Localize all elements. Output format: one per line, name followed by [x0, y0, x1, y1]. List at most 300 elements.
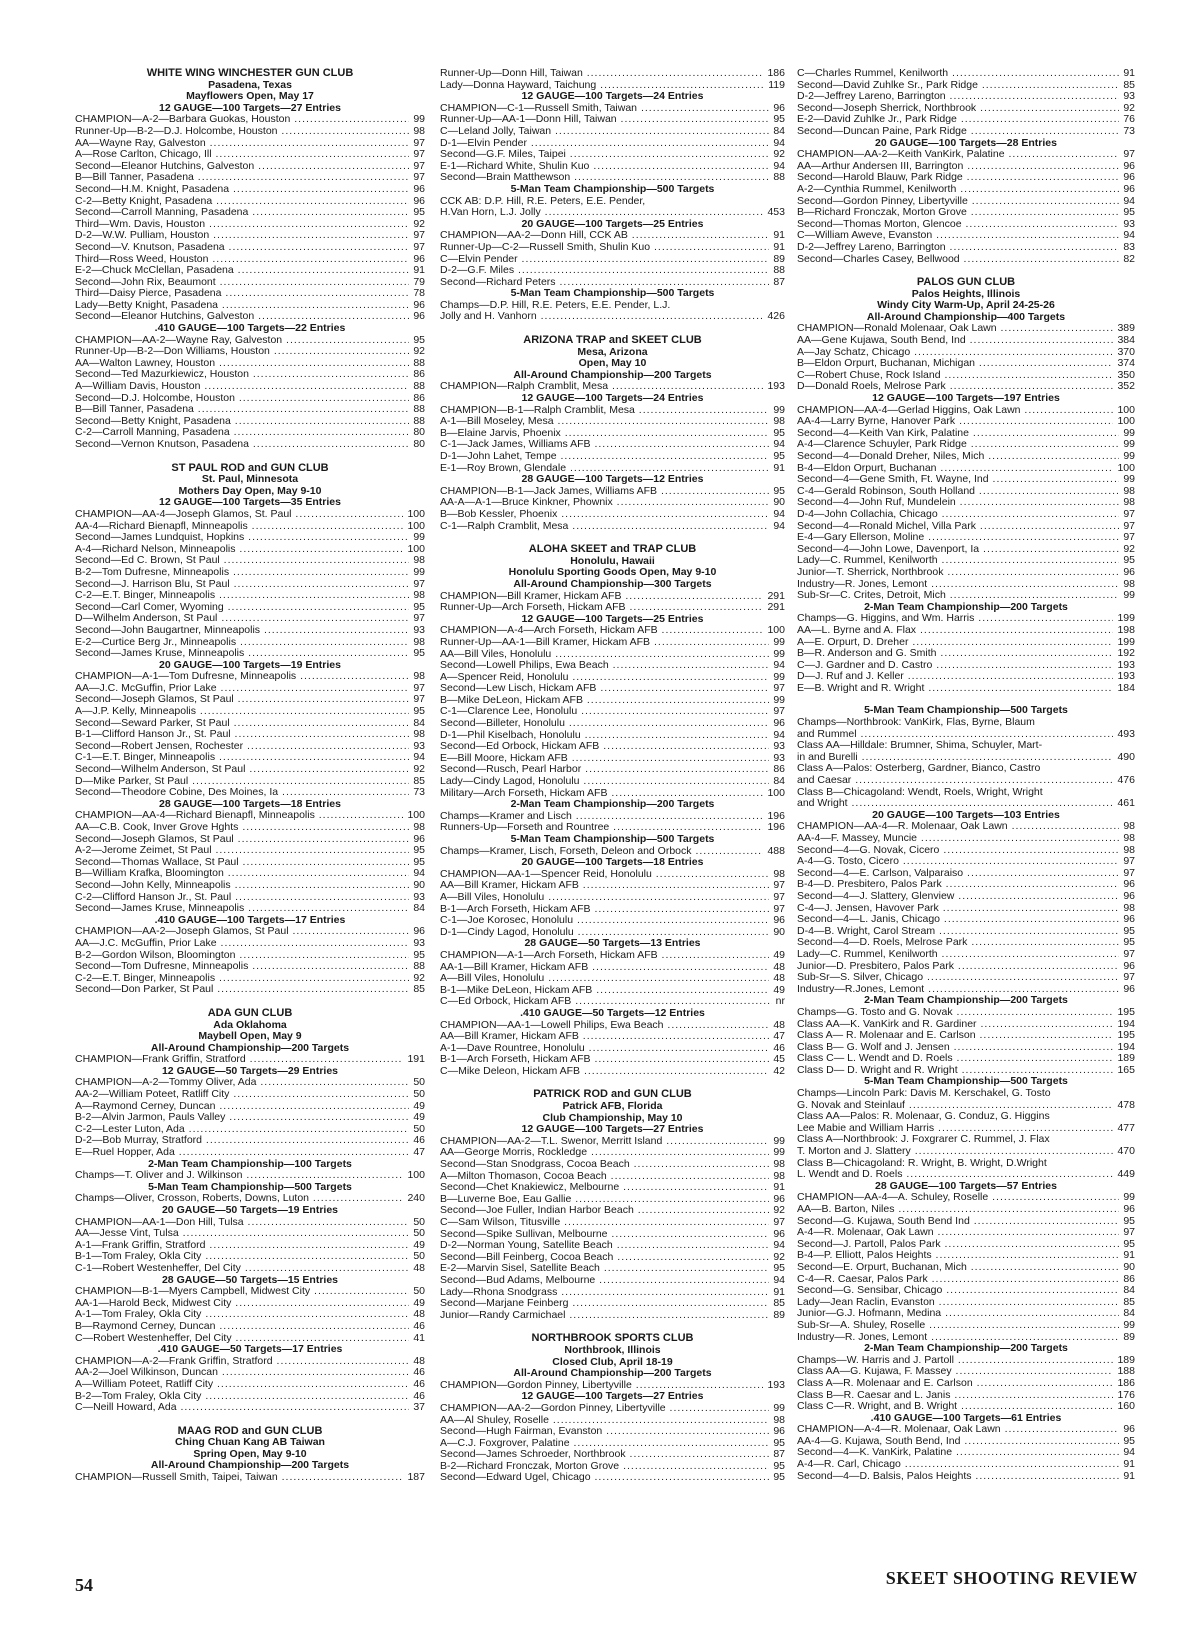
result-row: [75, 1472, 425, 1484]
shooter-name: AA—Arthur Andersen III, Barrington .....: [797, 161, 1119, 173]
club-results-section: [75, 1008, 425, 1414]
event-heading: .410 GAUGE—50 Targets—17 Entries: [157, 1343, 343, 1356]
result-row: [75, 1379, 425, 1391]
result-row: [440, 1229, 785, 1241]
result-row: [440, 672, 785, 684]
shooter-name: Second—John Baugartner, Minneapolis .....: [75, 625, 409, 637]
result-row: [75, 138, 425, 150]
shooter-name: D-2—Norman Young, Satellite Beach .....: [440, 1240, 769, 1252]
score: 88: [413, 403, 425, 416]
score: 99: [773, 693, 785, 706]
score: 90: [773, 925, 785, 938]
shooter-name: E-1—Roy Brown, Glendale .....: [440, 463, 769, 475]
shooter-name: and Rummel .....: [797, 729, 1113, 741]
score: 99: [773, 1134, 785, 1147]
result-row: [440, 265, 785, 277]
shooter-name: Second—Bud Adams, Melbourne .....: [440, 1275, 769, 1287]
score: 86: [413, 368, 425, 381]
score: 98: [413, 124, 425, 137]
shooter-name: CHAMPION—AA-2—Gordon Pinney, Libertyville .....: [440, 1403, 769, 1415]
shooter-name: B-2—Alvin Jarmon, Pauls Valley .....: [75, 1112, 409, 1124]
result-row: [797, 1227, 1135, 1239]
score: 46: [413, 1377, 425, 1390]
result-text-line: Class A—Palos: Osterberg, Gardner, Bianco, Castro: [797, 762, 1041, 775]
shooter-name: Class C—R. Wright, and B. Wright .....: [797, 1401, 1113, 1413]
result-row: [440, 1449, 785, 1461]
shooter-name: Champs—G. Higgins, and Wm. Harris .....: [797, 613, 1113, 625]
shooter-name: Second—V. Knutson, Pasadena .....: [75, 242, 409, 254]
event-heading: 2-Man Team Championship—200 Targets: [864, 994, 1068, 1007]
score: 97: [413, 240, 425, 253]
shooter-name: E—B. Wright and R. Wright .....: [797, 683, 1113, 695]
score: 97: [413, 148, 425, 161]
result-row: [797, 937, 1135, 949]
result-row: [75, 834, 425, 846]
score: 100: [407, 1169, 425, 1182]
shooter-name: Second—Tom Dufresne, Minneapolis .....: [75, 961, 409, 973]
shooter-name: C—Robert Chuse, Rock Island .....: [797, 370, 1113, 382]
score: 94: [773, 1239, 785, 1252]
score: 99: [1123, 450, 1135, 462]
result-row: [75, 1147, 425, 1159]
result-row: [797, 196, 1135, 208]
shooter-name: AA—L. Byrne and A. Flax .....: [797, 625, 1113, 637]
result-row: [75, 892, 425, 904]
event-heading: Pasadena, Texas: [208, 78, 292, 91]
shooter-name: H.Van Horn, L.J. Jolly .....: [440, 207, 763, 219]
club-name: PATRICK ROD and GUN CLUB: [533, 1088, 692, 1101]
shooter-name: Second—4—D. Balsis, Palos Heights .....: [797, 1471, 1119, 1483]
score: 88: [413, 356, 425, 369]
score: 95: [773, 113, 785, 126]
score: 49: [413, 1238, 425, 1251]
shooter-name: Class B—R. Caesar and L. Janis .....: [797, 1390, 1113, 1402]
shooter-name: A—Jay Schatz, Chicago .....: [797, 347, 1113, 359]
result-row: [797, 821, 1135, 833]
result-row: [75, 254, 425, 266]
shooter-name: Second—H.M. Knight, Pasadena .....: [75, 184, 409, 196]
shooter-name: Second—G. Sensibar, Chicago .....: [797, 1285, 1119, 1297]
score: 73: [1123, 124, 1135, 137]
result-row: [797, 637, 1135, 649]
result-row: [797, 868, 1135, 880]
score: 49: [773, 983, 785, 996]
result-row: [797, 439, 1135, 451]
result-row: [797, 230, 1135, 242]
event-heading: 20 GAUGE—100 Targets—18 Entries: [521, 856, 704, 869]
score: 99: [1123, 438, 1135, 451]
result-row: [75, 1402, 425, 1414]
shooter-name: Second—E. Orpurt, Buchanan, Mich .....: [797, 1262, 1119, 1274]
score: 95: [413, 206, 425, 219]
shooter-name: A—Spencer Reid, Honolulu .....: [440, 672, 769, 684]
result-row: [797, 254, 1135, 266]
result-row: [797, 1285, 1135, 1297]
result-row: [797, 961, 1135, 973]
shooter-name: AA—J.C. McGuffin, Prior Lake .....: [75, 938, 409, 950]
shooter-name: CHAMPION—AA-2—Wayne Ray, Galveston .....: [75, 335, 409, 347]
result-row: [75, 880, 425, 892]
shooter-name: CHAMPION—AA-4—Joseph Glamos, St. Paul .....: [75, 509, 403, 521]
shooter-name: Runner-Up—Donn Hill, Taiwan .....: [440, 68, 763, 80]
result-row: [440, 1426, 785, 1438]
result-row: [440, 1403, 785, 1415]
result-row: [75, 718, 425, 730]
shooter-name: A—Milton Thomason, Cocoa Beach .....: [440, 1171, 769, 1183]
result-row: [797, 1401, 1135, 1413]
score: 96: [1123, 913, 1135, 926]
shooter-name: Lee Mabie and William Harris .....: [797, 1123, 1113, 1135]
result-row: [440, 591, 785, 603]
shooter-name: CHAMPION—B-1—Ralph Cramblit, Mesa .....: [440, 405, 769, 417]
result-row: [797, 903, 1135, 915]
result-row: [75, 579, 425, 591]
result-row: [797, 1146, 1135, 1158]
score: 91: [773, 1181, 785, 1194]
result-row: [797, 161, 1135, 173]
score: 95: [413, 855, 425, 868]
result-row: [797, 775, 1135, 787]
score: 94: [773, 159, 785, 172]
score: 100: [407, 809, 425, 822]
shooter-name: Second—Vernon Knutson, Pasadena .....: [75, 439, 409, 451]
result-row: [440, 1438, 785, 1450]
score: 46: [413, 1134, 425, 1147]
shooter-name: C—Ed Orbock, Hickam AFB .....: [440, 996, 772, 1008]
shooter-name: Second—Joseph Sherrick, Northbrook .....: [797, 103, 1119, 115]
results-column-3: [797, 68, 1135, 1494]
shooter-name: B-4—D. Presbitero, Palos Park .....: [797, 879, 1119, 891]
score: 97: [413, 229, 425, 242]
score: 93: [413, 739, 425, 752]
shooter-name: Second—Seward Parker, St Paul .....: [75, 718, 409, 730]
shooter-name: A-1—Tom Fraley, Okla City .....: [75, 1309, 409, 1321]
shooter-name: Lady—C. Rummel, Kenilworth .....: [797, 555, 1119, 567]
shooter-name: D-1—John Lahet, Tempe .....: [440, 451, 769, 463]
shooter-name: CHAMPION—AA-2—Joseph Glamos, St Paul .....: [75, 926, 409, 938]
result-row: [797, 625, 1135, 637]
shooter-name: CHAMPION—A-1—Tom Dufresne, Minneapolis .....: [75, 671, 409, 683]
result-row: [440, 892, 785, 904]
result-row: [797, 149, 1135, 161]
score: 470: [1117, 1145, 1135, 1158]
score: 193: [767, 380, 785, 393]
result-row: [440, 973, 785, 985]
result-row: [797, 613, 1135, 625]
score: 46: [413, 1366, 425, 1379]
result-row: [440, 1472, 785, 1484]
shooter-name: C—Mike Deleon, Hickam AFB .....: [440, 1066, 769, 1078]
shooter-name: Lady—Jean Raclin, Evanston .....: [797, 1297, 1119, 1309]
score: 97: [1123, 947, 1135, 960]
score: 165: [1117, 1063, 1135, 1076]
score: 97: [1123, 855, 1135, 868]
result-row: [797, 68, 1135, 80]
shooter-name: Second—4—Donald Dreher, Niles, Mich .....: [797, 451, 1119, 463]
result-text-line: Class AA—Palos: R. Molenaar, G. Conduz, G. Higgins: [797, 1110, 1050, 1123]
shooter-name: Second—Lew Lisch, Hickam AFB .....: [440, 683, 769, 695]
result-row: [440, 695, 785, 707]
result-row: [797, 1042, 1135, 1054]
shooter-name: D-4—John Collachia, Chicago .....: [797, 509, 1119, 521]
result-row: [797, 1471, 1135, 1483]
score: 93: [1123, 217, 1135, 230]
shooter-name: Second—Lowell Philips, Ewa Beach .....: [440, 660, 769, 672]
result-row: [75, 567, 425, 579]
result-row: [440, 1043, 785, 1055]
result-row: [797, 579, 1135, 591]
result-row: [75, 1240, 425, 1252]
shooter-name: CHAMPION—A-2—Frank Griffin, Stratford .....: [75, 1356, 409, 1368]
score: 97: [1123, 1226, 1135, 1239]
score: 453: [767, 206, 785, 219]
shooter-name: Second—James Kruse, Minneapolis .....: [75, 903, 409, 915]
shooter-name: B—Mike DeLeon, Hickam AFB .....: [440, 695, 769, 707]
event-heading: Honolulu, Hawaii: [570, 554, 655, 567]
event-heading: All-Around Championship—200 Targets: [513, 1367, 712, 1380]
event-heading: Spring Open, May 9-10: [193, 1447, 307, 1460]
score: 99: [773, 403, 785, 416]
event-heading: 20 GAUGE—100 Targets—25 Entries: [521, 217, 704, 230]
shooter-name: Second—Richard Peters .....: [440, 277, 769, 289]
shooter-name: CHAMPION—AA-4—A. Schuley, Roselle .....: [797, 1192, 1119, 1204]
score: 95: [773, 450, 785, 462]
score: 194: [1117, 1017, 1135, 1030]
shooter-name: B-1—Clifford Hanson Jr., St. Paul .....: [75, 729, 409, 741]
score: nr: [775, 995, 785, 1008]
score: 95: [1123, 924, 1135, 937]
score: 97: [773, 879, 785, 892]
result-row: [797, 1366, 1135, 1378]
result-row: [797, 1390, 1135, 1402]
result-row: [75, 427, 425, 439]
shooter-name: Class A—R. Molenaar and E. Carlson .....: [797, 1378, 1113, 1390]
score: 89: [1123, 1330, 1135, 1343]
score: 99: [773, 1146, 785, 1159]
result-row: [797, 833, 1135, 845]
event-heading: Maybell Open, May 9: [198, 1030, 302, 1043]
score: 100: [1117, 403, 1135, 416]
result-row: [797, 1204, 1135, 1216]
score: 49: [413, 1111, 425, 1124]
score: 96: [1123, 1423, 1135, 1436]
event-heading: 12 GAUGE—100 Targets—25 Entries: [521, 612, 704, 625]
shooter-name: C-1—Joe Korosec, Honolulu .....: [440, 915, 769, 927]
shooter-name: Second—4—L. Janis, Chicago .....: [797, 914, 1119, 926]
shooter-name: AA-1—Bill Kramer, Hickam AFB .....: [440, 962, 769, 974]
score: 95: [413, 948, 425, 961]
result-row: [75, 1391, 425, 1403]
shooter-name: Second—Duncan Paine, Park Ridge .....: [797, 126, 1119, 138]
shooter-name: B—William Krafka, Bloomington .....: [75, 868, 409, 880]
result-row: [75, 300, 425, 312]
score: 97: [773, 705, 785, 718]
result-row: [797, 555, 1135, 567]
score: 95: [1123, 206, 1135, 219]
shooter-name: CHAMPION—A-2—Tommy Oliver, Ada .....: [75, 1077, 409, 1089]
score: 84: [1123, 1284, 1135, 1297]
result-row: [75, 1101, 425, 1113]
result-row: [440, 428, 785, 440]
score: 100: [767, 786, 785, 799]
shooter-name: Class A— R. Molenaar and E. Carlson .....: [797, 1030, 1113, 1042]
score: 186: [767, 67, 785, 79]
score: 99: [1123, 426, 1135, 439]
shooter-name: B—Bill Tanner, Pasadena .....: [75, 172, 409, 184]
score: 99: [773, 1401, 785, 1414]
club-name: ADA GUN CLUB: [207, 1006, 293, 1019]
shooter-name: B-2—Gordon Wilson, Bloomington .....: [75, 950, 409, 962]
score: 97: [413, 171, 425, 184]
result-row: [75, 161, 425, 173]
result-row: [75, 358, 425, 370]
score: 48: [773, 960, 785, 973]
score: 97: [413, 693, 425, 706]
result-row: [797, 845, 1135, 857]
shooter-name: A—Bill Viles, Honolulu .....: [440, 973, 769, 985]
score: 493: [1117, 727, 1135, 740]
result-row: [440, 311, 785, 323]
shooter-name: AA-2—Joel Wilkinson, Duncan .....: [75, 1367, 409, 1379]
score: 91: [773, 1285, 785, 1298]
result-row: [797, 323, 1135, 335]
result-row: [75, 590, 425, 602]
club-results-section: [75, 463, 425, 996]
result-row: [440, 497, 785, 509]
shooter-name: B-2—Tom Dufresne, Minneapolis .....: [75, 567, 409, 579]
shooter-name: A-2—Jerome Zeimet, St Paul .....: [75, 845, 409, 857]
shooter-name: Industry—R.Jones, Lemont .....: [797, 984, 1119, 996]
result-row: [75, 404, 425, 416]
score: 91: [1123, 1469, 1135, 1482]
score: 88: [413, 380, 425, 393]
score: 50: [413, 1250, 425, 1263]
shooter-name: C-2—Lester Luton, Ada .....: [75, 1124, 409, 1136]
score: 94: [773, 728, 785, 741]
result-row: [75, 1135, 425, 1147]
result-row: [797, 1436, 1135, 1448]
event-heading: 12 GAUGE—100 Targets—24 Entries: [521, 392, 704, 405]
shooter-name: Lady—Betty Knight, Pasadena .....: [75, 300, 409, 312]
event-heading: Mothers Day Open, May 9-10: [178, 484, 322, 497]
score: 488: [767, 844, 785, 857]
result-row: [440, 1217, 785, 1229]
shooter-name: A-4—R. Molenaar, Oak Lawn .....: [797, 1227, 1119, 1239]
shooter-name: Second—David Zuhlke Sr., Park Ridge .....: [797, 80, 1119, 92]
score: 194: [1117, 1040, 1135, 1053]
score: 91: [773, 229, 785, 242]
score: 37: [413, 1401, 425, 1414]
score: 96: [773, 1425, 785, 1438]
score: 193: [767, 1378, 785, 1391]
score: 98: [413, 728, 425, 741]
result-row: [440, 149, 785, 161]
shooter-name: Second—Stan Snodgrass, Cocoa Beach .....: [440, 1159, 769, 1171]
score: 92: [413, 763, 425, 776]
result-row: [75, 776, 425, 788]
score: 96: [413, 310, 425, 323]
shooter-name: B—Bill Tanner, Pasadena .....: [75, 404, 409, 416]
shooter-name: E-2—Marvin Sisel, Satellite Beach .....: [440, 1263, 769, 1275]
result-row: [797, 879, 1135, 891]
shooter-name: Second—J. Partoll, Palos Park .....: [797, 1239, 1119, 1251]
event-heading: Ada Oklahoma: [213, 1018, 287, 1031]
score: 46: [413, 1319, 425, 1332]
event-heading: 28 GAUGE—50 Targets—13 Entries: [524, 937, 701, 950]
result-row: [440, 1275, 785, 1287]
result-row: [75, 1112, 425, 1124]
shooter-name: B—Richard Fronczak, Morton Grove .....: [797, 207, 1119, 219]
result-row: [75, 1089, 425, 1101]
shooter-name: Second—Theodore Cobine, Des Moines, Ia .....: [75, 787, 409, 799]
score: 85: [1123, 1295, 1135, 1308]
score: 96: [1123, 982, 1135, 995]
score: 389: [1117, 322, 1135, 335]
shooter-name: Second—4—Ronald Michel, Villa Park .....: [797, 521, 1119, 533]
shooter-name: A—William Davis, Houston .....: [75, 381, 409, 393]
event-heading: 28 GAUGE—100 Targets—12 Entries: [521, 473, 704, 486]
result-row: [440, 1194, 785, 1206]
event-heading: 28 GAUGE—100 Targets—57 Entries: [875, 1179, 1057, 1192]
club-results-section: [797, 277, 1135, 1482]
score: 91: [773, 240, 785, 253]
score: 461: [1117, 797, 1135, 810]
result-row: [440, 451, 785, 463]
score: 100: [407, 519, 425, 532]
score: 50: [413, 1285, 425, 1298]
result-row: [797, 1355, 1135, 1367]
event-heading: 5-Man Team Championship—500 Targets: [864, 1075, 1068, 1088]
shooter-name: Second—Marjane Feinberg .....: [440, 1298, 769, 1310]
score: 476: [1117, 774, 1135, 787]
score: 98: [773, 1413, 785, 1426]
result-row: [440, 1287, 785, 1299]
shooter-name: A-1—Dave Rountree, Honolulu .....: [440, 1043, 769, 1055]
score: 92: [1123, 101, 1135, 114]
score: 240: [407, 1192, 425, 1205]
result-row: [75, 1251, 425, 1263]
shooter-name: A—E. Orpurt, D. Dreher .....: [797, 637, 1113, 649]
score: 99: [1123, 1318, 1135, 1331]
result-row: [440, 1147, 785, 1159]
result-row: [797, 509, 1135, 521]
event-heading: Honolulu Sporting Goods Open, May 9-10: [508, 566, 717, 579]
result-row: [75, 184, 425, 196]
result-row: [75, 637, 425, 649]
shooter-name: D—Wilhelm Anderson, St Paul .....: [75, 613, 409, 625]
shooter-name: Second—4—G. Novak, Cicero .....: [797, 845, 1119, 857]
shooter-name: D-2—G.F. Miles .....: [440, 265, 769, 277]
result-row: [75, 288, 425, 300]
club-name: ST PAUL ROD and GUN CLUB: [171, 461, 329, 474]
result-row: [75, 602, 425, 614]
score: 99: [413, 531, 425, 544]
result-text-line: Champs—Lincoln Park: Davis M. Kerschakel, G. Tosto: [797, 1087, 1051, 1100]
score: 100: [407, 507, 425, 520]
score: 98: [413, 821, 425, 833]
score: 97: [413, 577, 425, 590]
shooter-name: CHAMPION—Bill Kramer, Hickam AFB .....: [440, 591, 763, 603]
shooter-name: Champs—Kramer, Lisch, Forseth, Deleon and Orbock .....: [440, 846, 763, 858]
score: 49: [413, 1099, 425, 1112]
club-results-section: [440, 1089, 785, 1321]
shooter-name: Sub-Sr—S. Silver, Chicago .....: [797, 972, 1119, 984]
shooter-name: Second—Eleanor Hutchins, Galveston .....: [75, 311, 409, 323]
score: 198: [1117, 623, 1135, 636]
score: 350: [1117, 368, 1135, 381]
score: 94: [1123, 194, 1135, 207]
result-row: [797, 521, 1135, 533]
